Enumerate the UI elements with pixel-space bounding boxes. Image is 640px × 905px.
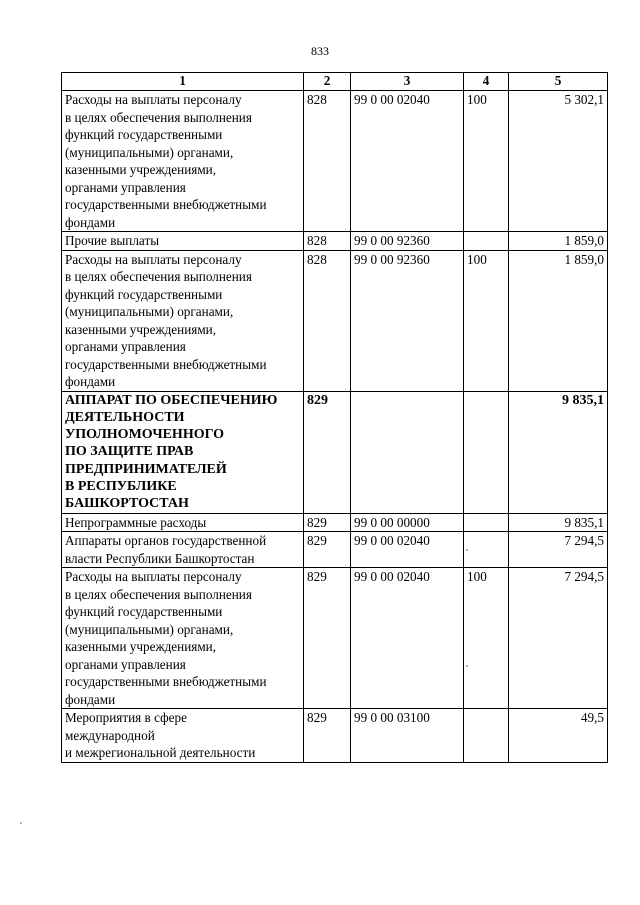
row-article [351,391,464,513]
table-row [62,513,608,532]
table-row-section-heading [62,391,608,513]
row-amount: 5 302,1 [509,91,608,232]
header-col-2: 2 [304,73,351,91]
row-code: 828 [304,250,351,391]
row-article: 99 0 00 92360 [351,232,464,251]
row-code: 828 [304,91,351,232]
row-code: 828 [304,232,351,251]
table-row [62,532,608,568]
table-row [62,232,608,251]
row-article: 99 0 00 02040 [351,91,464,232]
row-name: Прочие выплаты [62,232,304,251]
row-amount: 1 859,0 [509,232,608,251]
header-col-4: 4 [464,73,509,91]
scan-speck [466,549,468,551]
row-code: 829 [304,568,351,709]
row-type [464,391,509,513]
table-row [62,91,608,232]
scan-speck [466,665,468,667]
table-row [62,568,608,709]
row-amount: 7 294,5 [509,568,608,709]
row-code: 829 [304,532,351,568]
row-type: 100 [464,91,509,232]
header-row [62,73,608,91]
row-type [464,232,509,251]
row-article: 99 0 00 02040 [351,568,464,709]
row-name: Расходы на выплаты персоналу в целях обеспечения выполнения функций государственными (муниципальными) органами, казенными учреждениями, органами управления государственными внебюджетными фондами [62,568,304,709]
header-col-1: 1 [62,73,304,91]
row-name: АППАРАТ ПО ОБЕСПЕЧЕНИЮ ДЕЯТЕЛЬНОСТИ УПОЛНОМОЧЕННОГО ПО ЗАЩИТЕ ПРАВ ПРЕДПРИНИМАТЕЛЕЙ В РЕСПУБЛИКЕ БАШКОРТОСТАН [62,391,304,513]
row-amount: 7 294,5 [509,532,608,568]
row-name: Непрограммные расходы [62,513,304,532]
budget-table [61,72,608,763]
row-type [464,709,509,763]
page-number: 833 [311,44,329,58]
row-code: 829 [304,391,351,513]
row-amount: 1 859,0 [509,250,608,391]
row-type [464,532,509,568]
row-article: 99 0 00 02040 [351,532,464,568]
row-name: Расходы на выплаты персоналу в целях обеспечения выполнения функций государственными (муниципальными) органами, казенными учреждениями, органами управления государственными внебюджетными фондами [62,91,304,232]
row-article: 99 0 00 00000 [351,513,464,532]
row-amount: 49,5 [509,709,608,763]
row-amount: 9 835,1 [509,513,608,532]
row-name: Мероприятия в сфере международной и межрегиональной деятельности [62,709,304,763]
table-row [62,709,608,763]
row-code: 829 [304,709,351,763]
row-type: 100 [464,568,509,709]
row-article: 99 0 00 92360 [351,250,464,391]
header-col-5: 5 [509,73,608,91]
header-col-3: 3 [351,73,464,91]
row-article: 99 0 00 03100 [351,709,464,763]
row-name: Расходы на выплаты персоналу в целях обеспечения выполнения функций государственными (муниципальными) органами, казенными учреждениями, органами управления государственными внебюджетными фондами [62,250,304,391]
row-name: Аппараты органов государственной власти Республики Башкортостан [62,532,304,568]
row-code: 829 [304,513,351,532]
row-type [464,513,509,532]
row-type: 100 [464,250,509,391]
scan-speck [20,822,22,824]
row-amount: 9 835,1 [509,391,608,513]
table-row [62,250,608,391]
